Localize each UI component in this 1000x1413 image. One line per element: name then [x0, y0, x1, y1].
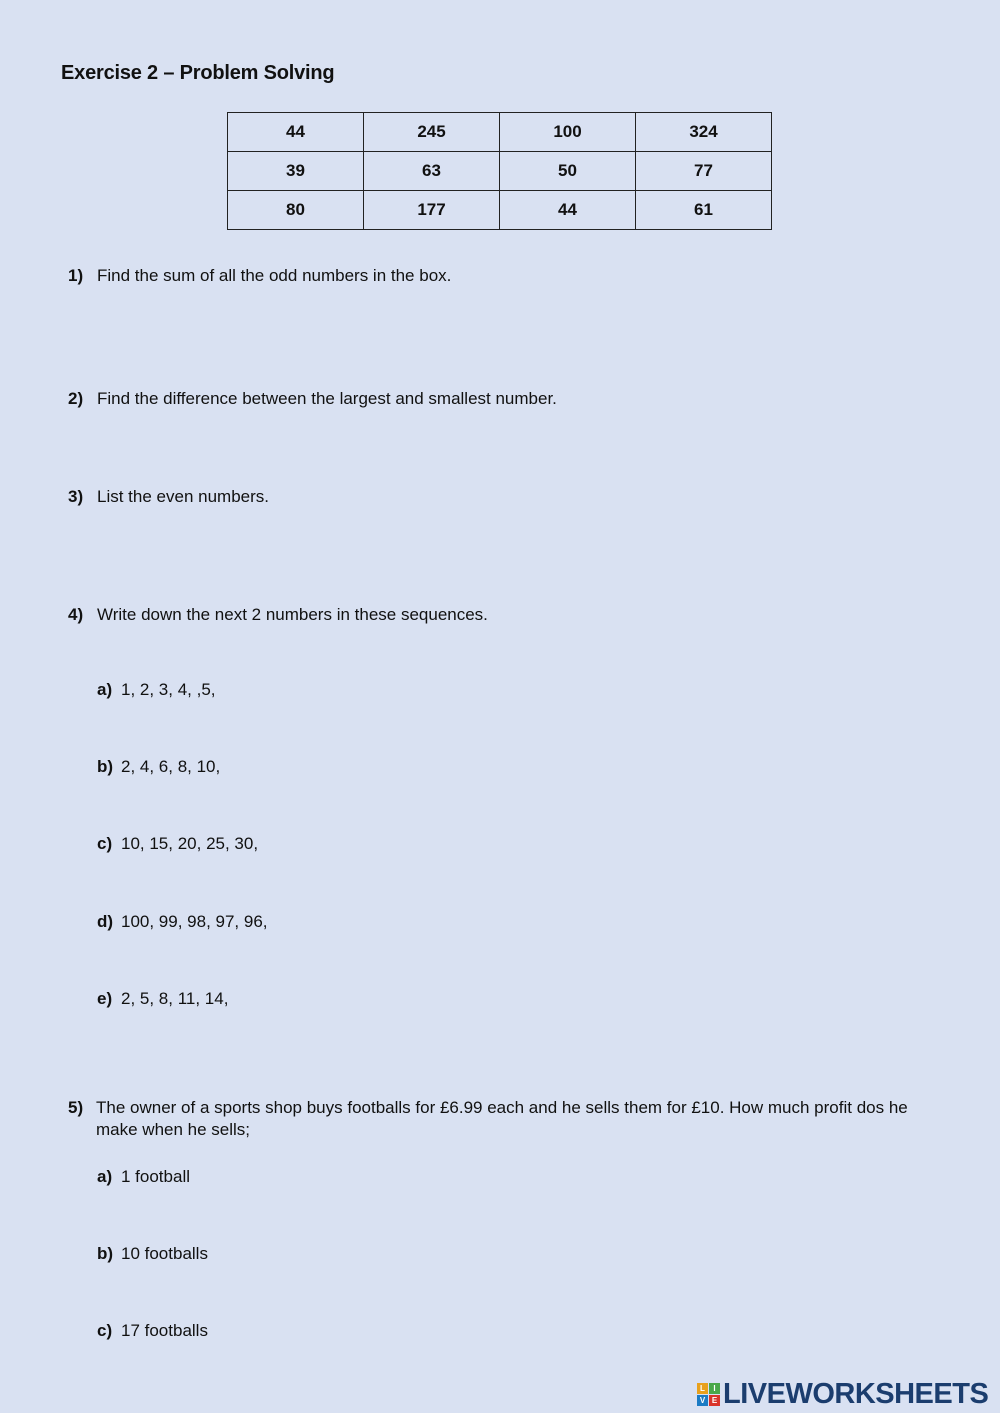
question-number: 1) [68, 266, 84, 285]
question-1 [68, 265, 451, 287]
table-row [228, 191, 772, 230]
sequence-b [97, 756, 220, 778]
sequence-a [97, 679, 216, 701]
question-text: The owner of a sports shop buys footballs for £6.99 each and he sells them for £10. How much profit dos he make when he sells; [96, 1098, 908, 1139]
question-2 [68, 388, 557, 410]
table-cell: 44 [228, 113, 364, 152]
part-text: 2, 4, 6, 8, 10, [121, 757, 221, 776]
part-letter: e) [97, 989, 113, 1008]
logo-icon [697, 1383, 720, 1406]
logo-letter: E [709, 1395, 720, 1406]
profit-c [97, 1320, 208, 1342]
question-3 [68, 486, 269, 508]
part-letter: a) [97, 1167, 113, 1186]
part-letter: a) [97, 680, 113, 699]
part-letter: d) [97, 912, 114, 931]
part-letter: b) [97, 757, 114, 776]
table-row [228, 113, 772, 152]
logo-letter: L [697, 1383, 708, 1394]
question-number: 3) [68, 487, 84, 506]
question-text: Find the difference between the largest and smallest number. [97, 389, 557, 408]
part-text: 2, 5, 8, 11, 14, [121, 989, 229, 1008]
part-letter: c) [97, 834, 113, 853]
question-text: List the even numbers. [97, 487, 269, 506]
logo-letter: V [697, 1395, 708, 1406]
question-number: 5) [68, 1098, 84, 1117]
liveworksheets-logo [697, 1378, 988, 1411]
table-row [228, 152, 772, 191]
part-text: 100, 99, 98, 97, 96, [121, 912, 268, 931]
table-cell: 39 [228, 152, 364, 191]
sequence-d [97, 911, 268, 933]
table-cell: 61 [636, 191, 772, 230]
profit-a [97, 1166, 190, 1188]
part-text: 10 footballs [121, 1244, 208, 1263]
part-text: 1 football [121, 1167, 190, 1186]
question-number: 4) [68, 605, 84, 624]
table-cell: 100 [500, 113, 636, 152]
logo-letter: I [709, 1383, 720, 1394]
sequence-c [97, 833, 258, 855]
numbers-table [227, 112, 772, 230]
table-cell: 177 [364, 191, 500, 230]
logo-text: LIVEWORKSHEETS [723, 1378, 989, 1410]
table-cell: 80 [228, 191, 364, 230]
question-5 [68, 1097, 926, 1141]
table-cell: 324 [636, 113, 772, 152]
table-cell: 63 [364, 152, 500, 191]
profit-b [97, 1243, 208, 1265]
table-cell: 44 [500, 191, 636, 230]
part-text: 1, 2, 3, 4, ,5, [121, 680, 216, 699]
part-letter: b) [97, 1244, 114, 1263]
table-cell: 77 [636, 152, 772, 191]
table-cell: 50 [500, 152, 636, 191]
part-text: 17 footballs [121, 1321, 208, 1340]
question-text: Find the sum of all the odd numbers in the box. [97, 266, 452, 285]
page-title: Exercise 2 – Problem Solving [61, 62, 335, 84]
question-text: Write down the next 2 numbers in these sequences. [97, 605, 488, 624]
part-text: 10, 15, 20, 25, 30, [121, 834, 259, 853]
question-number: 2) [68, 389, 84, 408]
table-cell: 245 [364, 113, 500, 152]
part-letter: c) [97, 1321, 113, 1340]
question-4 [68, 604, 488, 626]
sequence-e [97, 988, 228, 1010]
